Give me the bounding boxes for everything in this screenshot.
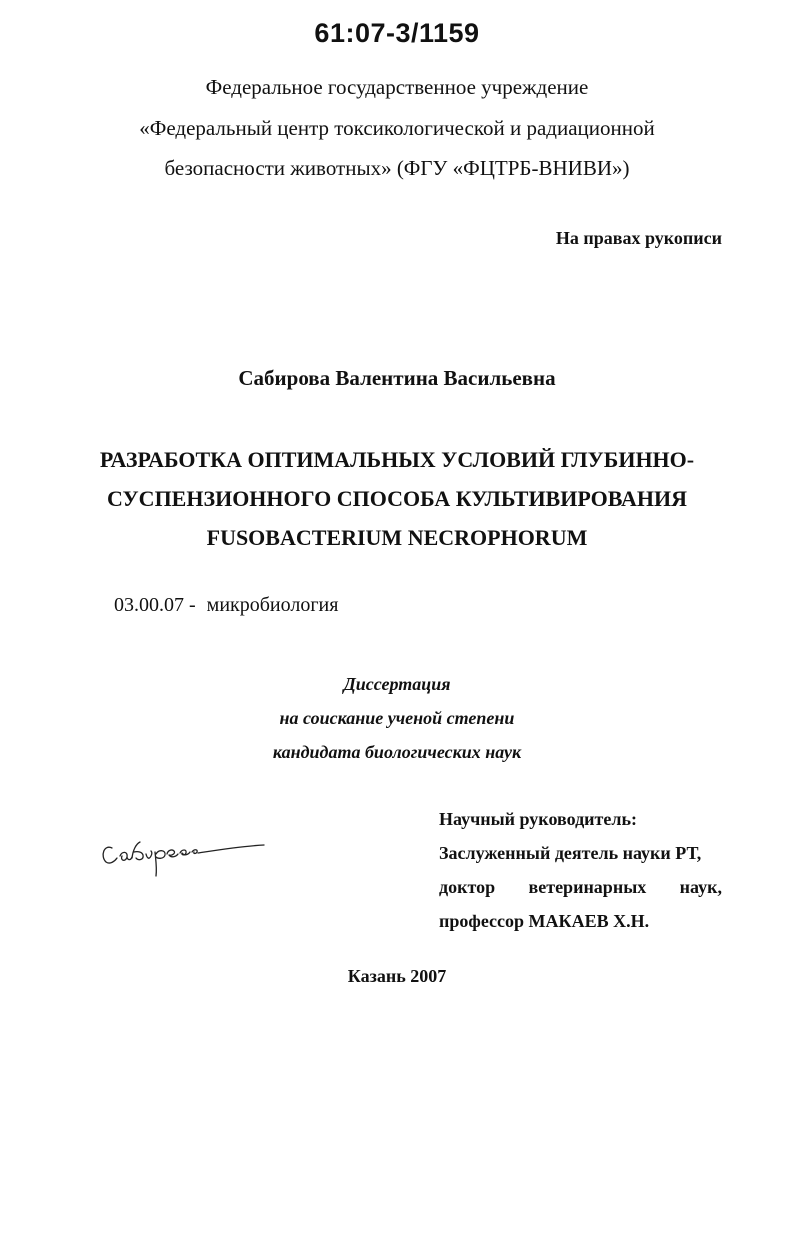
title-line-1: РАЗРАБОТКА ОПТИМАЛЬНЫХ УСЛОВИЙ ГЛУБИННО- (99, 447, 695, 472)
degree-line-2: кандидата биологических наук (272, 742, 522, 762)
archive-code: 61:07-3/1159 (314, 18, 480, 48)
scientific-advisor-block (439, 802, 722, 938)
dissertation-label: Диссертация (343, 674, 451, 694)
author-name: Сабирова Валентина Васильевна (238, 366, 556, 390)
advisor-heading: Научный руководитель: (439, 809, 637, 829)
specialty (114, 594, 338, 617)
specialty-name: микробиология (206, 594, 339, 616)
title-line-2: СУСПЕНЗИОННОГО СПОСОБА КУЛЬТИВИРОВАНИЯ (106, 486, 688, 511)
advisor-degree-word-2: ветеринарных (528, 877, 647, 897)
institution-line-2: «Федеральный центр токсикологической и радиационной (139, 116, 655, 140)
advisor-degree (439, 870, 722, 904)
advisor-name: профессор МАКАЕВ Х.Н. (439, 911, 650, 931)
dissertation-title (0, 440, 794, 557)
advisor-degree-word-3: наук, (679, 877, 722, 897)
institution-line-1: Федеральное государственное учреждение (205, 75, 589, 99)
advisor-degree-word-1: доктор (439, 877, 496, 897)
advisor-honor-title: Заслуженный деятель науки РТ, (439, 843, 702, 863)
dissertation-degree-block (0, 667, 794, 769)
handwritten-signature (98, 818, 268, 878)
degree-line-1: на соискание ученой степени (279, 708, 515, 728)
institution-line-3: безопасности животных» (ФГУ «ФЦТРБ-ВНИВИ») (164, 156, 630, 180)
place-and-year: Казань 2007 (347, 966, 447, 986)
specialty-code: 03.00.07 - (114, 594, 196, 616)
title-line-3: FUSOBACTERIUM NECROPHORUM (206, 525, 588, 550)
manuscript-rights-note: На правах рукописи (555, 228, 722, 248)
